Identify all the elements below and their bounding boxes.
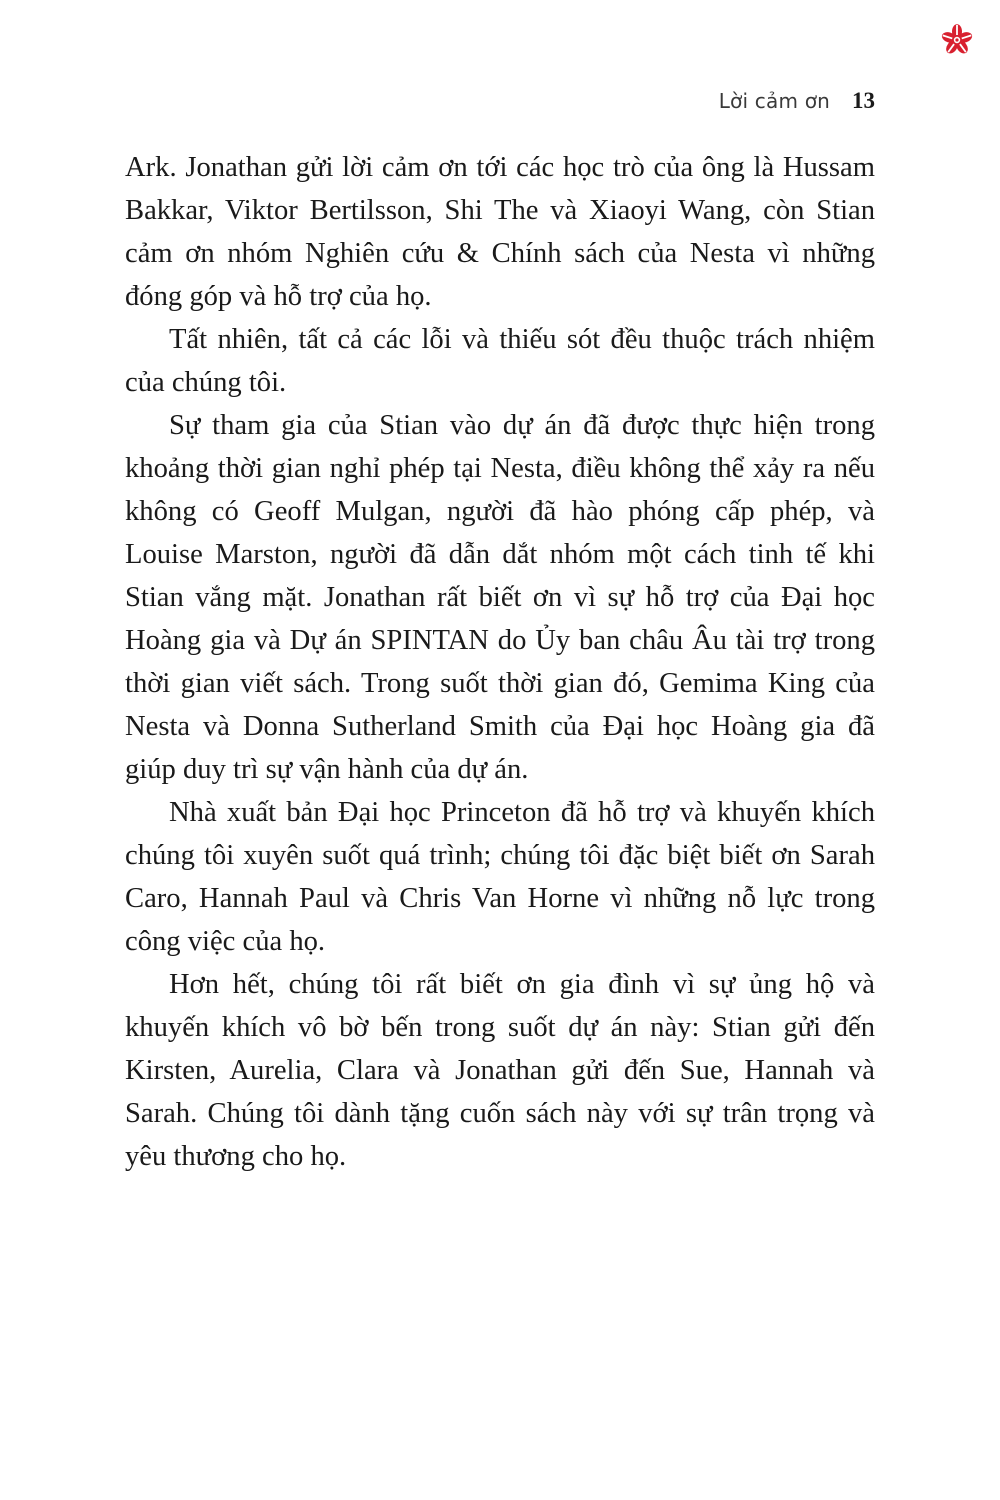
running-head (719, 88, 875, 114)
running-title: Lời cảm ơn (718, 89, 830, 113)
page-number: 13 (852, 88, 875, 113)
paragraph-4: Nhà xuất bản Đại học Princeton đã hỗ trợ và khuyến khích chúng tôi xuyên suốt quá trình; chúng tôi đặc biệt biết ơn Sarah Caro, Hannah Paul và Chris Van Horne vì những nỗ lực trong công việc của họ. (125, 797, 875, 957)
body-text (125, 146, 875, 1178)
paragraph-1: Ark. Jonathan gửi lời cảm ơn tới các học trò của ông là Hussam Bakkar, Viktor Bertilsson, Shi The và Xiaoyi Wang, còn Stian cảm ơn nhóm Nghiên cứu & Chính sách của Nesta vì những đóng góp và hỗ trợ của họ. (125, 152, 875, 312)
paragraph-2: Tất nhiên, tất cả các lỗi và thiếu sót đều thuộc trách nhiệm của chúng tôi. (125, 324, 875, 398)
paragraph-5: Hơn hết, chúng tôi rất biết ơn gia đình vì sự ủng hộ và khuyến khích vô bờ bến trong suốt dự án này: Stian gửi đến Kirsten, Aurelia, Clara và Jonathan gửi đến Sue, Hannah và Sarah. Chúng tôi dành tặng cuốn sách này với sự trân trọng và yêu thương cho họ. (125, 969, 875, 1172)
paragraph-3: Sự tham gia của Stian vào dự án đã được thực hiện trong khoảng thời gian nghỉ phép tại Nesta, điều không thể xảy ra nếu không có Geoff Mulgan, người đã hào phóng cấp phép, và Louise Marston, người đã dẫn dắt nhóm một cách tinh tế khi Stian vắng mặt. Jonathan rất biết ơn vì sự hỗ trợ của Đại học Hoàng gia và Dự án SPINTAN do Ủy ban châu Âu tài trợ trong thời gian viết sách. Trong suốt thời gian đó, Gemima King của Nesta và Donna Sutherland Smith của Đại học Hoàng gia đã giúp duy trì sự vận hành của dự án. (125, 410, 875, 785)
flower-icon (941, 24, 973, 56)
